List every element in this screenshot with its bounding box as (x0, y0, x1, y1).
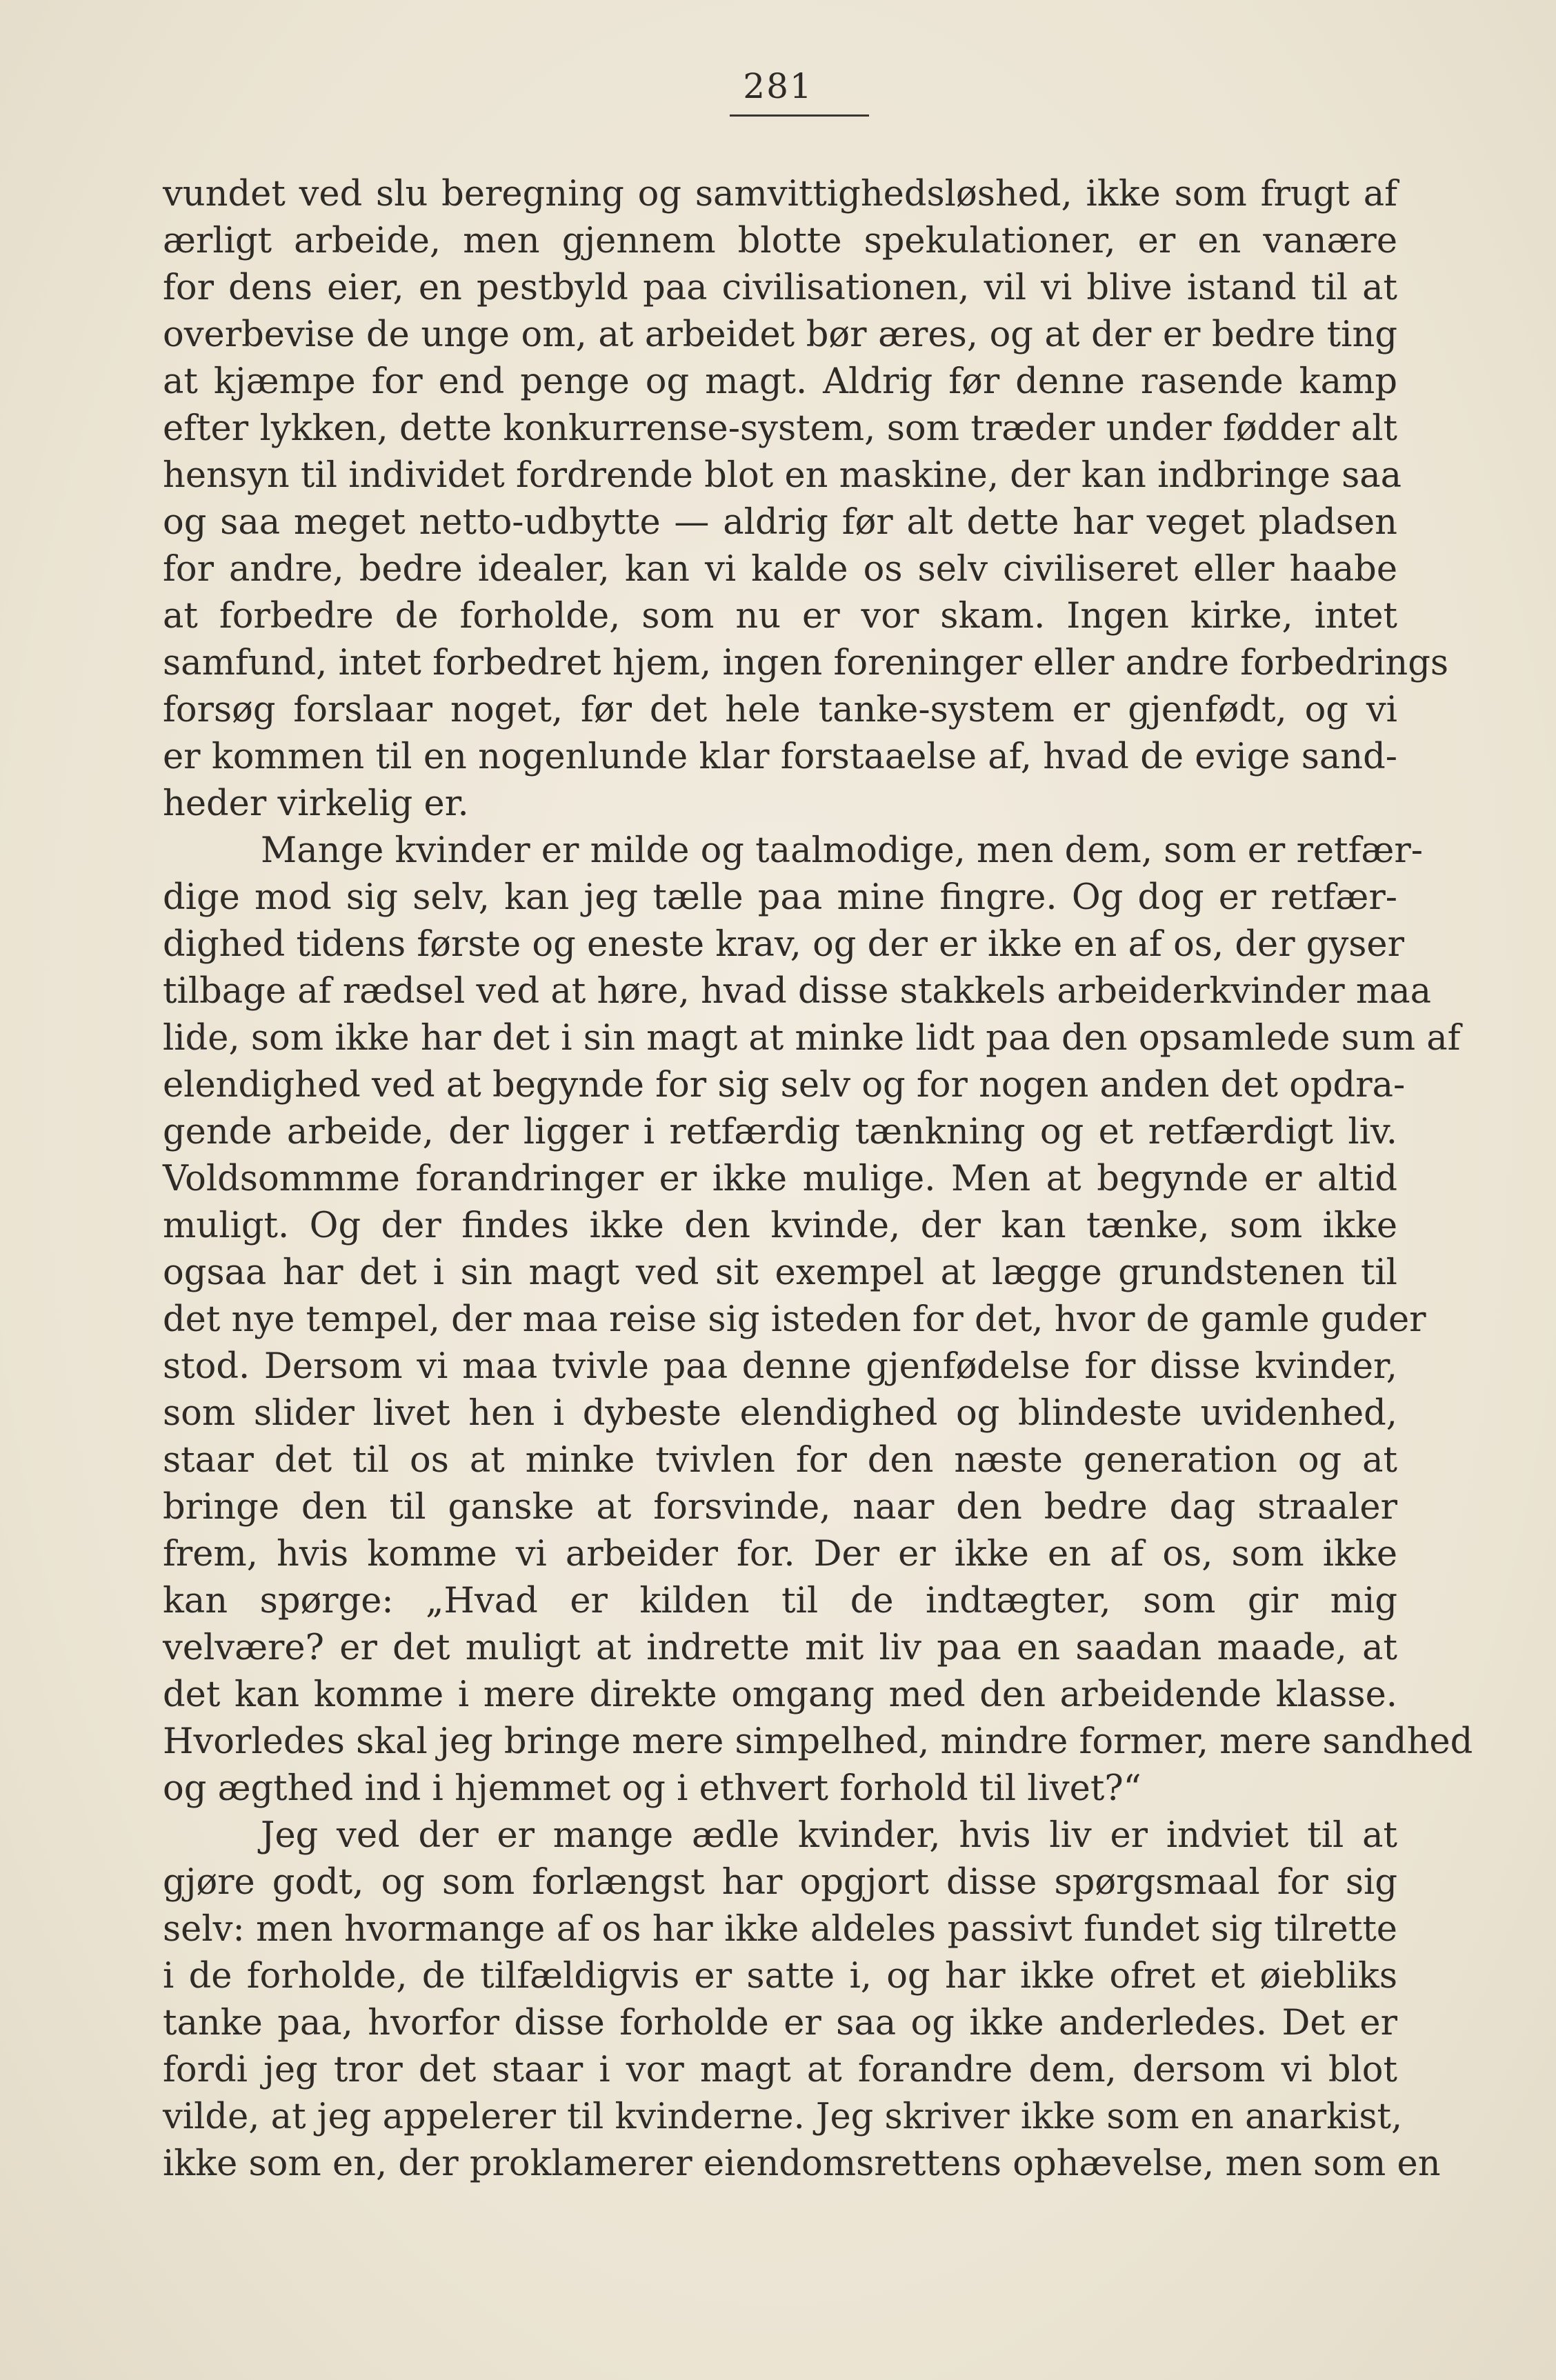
text-line: elendighed ved at begynde for sig selv og for nogen anden det opdra- (163, 1065, 1406, 1106)
text-line: og saa meget netto-udbytte — aldrig før alt dette har veget pladsen (163, 502, 1397, 543)
text-line: samfund, intet forbedret hjem, ingen foreninger eller andre forbedrings (163, 643, 1449, 683)
text-line: det nye tempel, der maa reise sig isteden for det, hvor de gamle guder (163, 1299, 1426, 1340)
text-line: velvære? er det muligt at indrette mit liv paa en saadan maade, at (163, 1628, 1397, 1668)
text-line: tilbage af rædsel ved at høre, hvad disse stakkels arbeiderkvinder maa (163, 971, 1432, 1012)
text-line: bringe den til ganske at forsvinde, naar den bedre dag straaler (163, 1487, 1397, 1528)
text-line: overbevise de unge om, at arbeidet bør æres, og at der er bedre ting (163, 314, 1397, 355)
text-line: som slider livet hen i dybeste elendighed og blindeste uvidenhed, (163, 1393, 1397, 1434)
page-number: 281 (743, 66, 813, 106)
text-line: muligt. Og der findes ikke den kvinde, der kan tænke, som ikke (163, 1206, 1397, 1246)
text-line: hensyn til individet fordrende blot en maskine, der kan indbringe saa (163, 455, 1402, 496)
text-line: ikke som en, der proklamerer eiendomsrettens ophævelse, men som en (163, 2143, 1441, 2184)
text-line: kan spørge: „Hvad er kilden til de indtægter, som gir mig (163, 1581, 1397, 1621)
text-line: Jeg ved der er mange ædle kvinder, hvis liv er indviet til at (261, 1815, 1397, 1856)
text-line: Voldsommme forandringer er ikke mulige. Men at begynde er altid (163, 1159, 1397, 1199)
text-line: Mange kvinder er milde og taalmodige, men dem, som er retfær- (261, 830, 1423, 871)
text-line: dige mod sig selv, kan jeg tælle paa mine fingre. Og dog er retfær- (163, 877, 1397, 918)
text-line: det kan komme i mere direkte omgang med den arbeidende klasse. (163, 1674, 1397, 1715)
text-line: lide, som ikke har det i sin magt at minke lidt paa den opsamlede sum af (163, 1018, 1461, 1059)
text-line: dighed tidens første og eneste krav, og der er ikke en af os, der gyser (163, 924, 1404, 965)
text-line: er kommen til en nogenlunde klar forstaaelse af, hvad de evige sand- (163, 737, 1397, 777)
text-line: staar det til os at minke tvivlen for den næste generation og at (163, 1440, 1397, 1481)
text-line: ærligt arbeide, men gjennem blotte spekulationer, er en vanære (163, 221, 1397, 261)
text-line: gende arbeide, der ligger i retfærdig tænkning og et retfærdigt liv. (163, 1112, 1397, 1152)
text-line: gjøre godt, og som forlængst har opgjort disse spørgsmaal for sig (163, 1862, 1397, 1903)
text-line: at forbedre de forholde, som nu er vor skam. Ingen kirke, intet (163, 596, 1397, 637)
text-line: ogsaa har det i sin magt ved sit exempel at lægge grundstenen til (163, 1252, 1397, 1293)
text-line: i de forholde, de tilfældigvis er satte i, og har ikke ofret et øiebliks (163, 1956, 1397, 1997)
text-line: efter lykken, dette konkurrense-system, som træder under fødder alt (163, 408, 1397, 449)
body-text (163, 171, 1473, 2188)
text-line: at kjæmpe for end penge og magt. Aldrig før denne rasende kamp (163, 361, 1397, 402)
text-line: tanke paa, hvorfor disse forholde er saa og ikke anderledes. Det er (163, 2003, 1397, 2043)
text-line: Hvorledes skal jeg bringe mere simpelhed, mindre former, mere sandhed (163, 1721, 1473, 1762)
text-line: heder virkelig er. (163, 783, 469, 824)
text-line: vundet ved slu beregning og samvittighedsløshed, ikke som frugt af (163, 174, 1397, 214)
text-line: frem, hvis komme vi arbeider for. Der er ikke en af os, som ikke (163, 1534, 1397, 1574)
text-line: for dens eier, en pestbyld paa civilisationen, vil vi blive istand til at (163, 268, 1397, 308)
text-line: stod. Dersom vi maa tvivle paa denne gjenfødelse for disse kvinder, (163, 1346, 1397, 1387)
text-line: fordi jeg tror det staar i vor magt at forandre dem, dersom vi blot (163, 2050, 1397, 2090)
page-number-rule (730, 114, 869, 117)
text-line: vilde, at jeg appelerer til kvinderne. Jeg skriver ikke som en anarkist, (163, 2097, 1403, 2137)
text-line: for andre, bedre idealer, kan vi kalde os selv civiliseret eller haabe (163, 549, 1397, 590)
text-line: selv: men hvormange af os har ikke aldeles passivt fundet sig tilrette (163, 1909, 1397, 1950)
text-line: forsøg forslaar noget, før det hele tanke-system er gjenfødt, og vi (163, 690, 1397, 730)
text-line: og ægthed ind i hjemmet og i ethvert forhold til livet?“ (163, 1768, 1141, 1809)
